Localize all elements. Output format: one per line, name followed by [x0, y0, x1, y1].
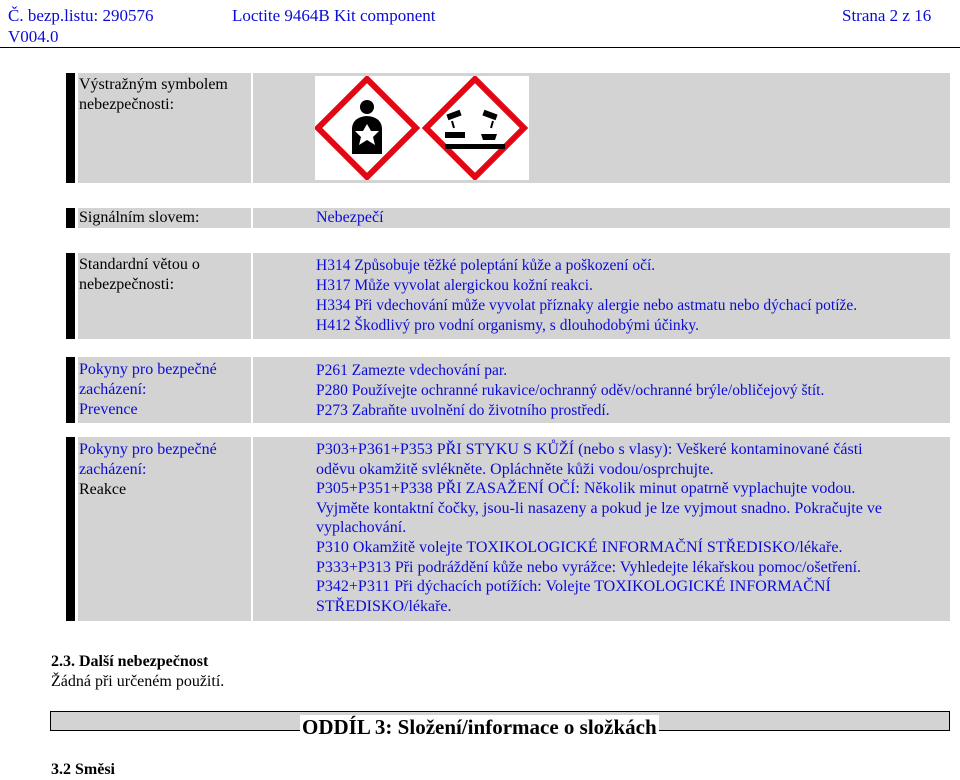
h-statement: H317 Může vyvolat alergickou kožní reakci. [316, 277, 593, 294]
prevention-label-3: Prevence [79, 401, 138, 418]
section-3-title: ODDÍL 3: Složení/informace o složkách [302, 715, 657, 739]
p-statement: P305+P351+P338 PŘI ZASAŽENÍ OČÍ: Několik minut opatrně vyplachujte vodou. [316, 480, 856, 497]
mixtures-heading: 3.2 Směsi [51, 761, 115, 778]
version: V004.0 [8, 27, 59, 46]
symbol-label-line-1: Výstražným symbolem [79, 76, 228, 93]
h-statement: H314 Způsobuje těžké poleptání kůže a poškození očí. [316, 257, 656, 274]
hazard-statement-label-1: Standardní větou o [79, 256, 200, 273]
corrosion-icon [426, 79, 524, 177]
product-name: Loctite 9464B Kit component [232, 6, 436, 25]
signal-word-value: Nebezpečí [316, 209, 384, 226]
p-statement: P303+P361+P353 PŘI STYKU S KŮŽÍ (nebo s vlasy): Veškeré kontaminované části [316, 441, 863, 458]
hazard-statement-label-2: nebezpečnosti: [79, 276, 175, 293]
other-hazards-text: Žádná při určeném použití. [51, 673, 225, 690]
sds-number: Č. bezp.listu: 290576 [8, 6, 154, 25]
p-statement: oděvu okamžitě svlékněte. Opláchněte kůži vodou/osprchujte. [316, 460, 714, 478]
p-statement: Vyjměte kontaktní čočky, jsou-li nasazeny a pokud je lze vyjmout snadno. Pokračujte ve [316, 499, 882, 517]
row-bar [66, 437, 75, 621]
p-statement: P333+P313 Při podráždění kůže nebo vyrážce: Vyhledejte lékařskou pomoc/ošetření. [316, 558, 862, 576]
reaction-label-2: zacházení: [79, 461, 147, 478]
symbol-label-line-2: nebezpečnosti: [79, 96, 175, 113]
p-statement: P310 Okamžitě volejte TOXIKOLOGICKÉ INFORMAČNÍ STŘEDISKO/lékaře. [316, 539, 843, 556]
row-bar [66, 253, 75, 339]
prevention-label-1: Pokyny pro bezpečné [79, 361, 217, 378]
signal-word-label: Signálním slovem: [79, 209, 200, 226]
row-bar [66, 208, 75, 228]
p-statement: vyplachování. [316, 519, 407, 536]
h-statement: H334 Při vdechování může vyvolat příznaky alergie nebo astmatu nebo dýchací potíže. [316, 297, 858, 314]
pictogram-area [315, 76, 529, 180]
p-statement: P273 Zabraňte uvolnění do životního prostředí. [316, 402, 610, 419]
prevention-label-2: zacházení: [79, 381, 147, 398]
p-statement: P280 Používejte ochranné rukavice/ochranný oděv/ochranné brýle/obličejový štít. [316, 382, 825, 399]
reaction-label-3: Reakce [79, 481, 127, 498]
h-statement: H412 Škodlivý pro vodní organismy, s dlouhodobými účinky. [316, 317, 700, 334]
p-statement: STŘEDISKO/lékaře. [316, 597, 452, 615]
reaction-label-1: Pokyny pro bezpečné [79, 441, 217, 458]
p-statement: P342+P311 Při dýchacích potížích: Volejte TOXIKOLOGICKÉ INFORMAČNÍ [316, 578, 831, 595]
page-number: Strana 2 z 16 [842, 6, 932, 25]
other-hazards-heading: 2.3. Další nebezpečnost [51, 653, 209, 670]
p-statement: P261 Zamezte vdechování par. [316, 362, 508, 379]
health-hazard-icon [318, 79, 416, 177]
row-bar [66, 357, 75, 423]
header-rule [0, 47, 960, 48]
row-bar [66, 73, 75, 183]
